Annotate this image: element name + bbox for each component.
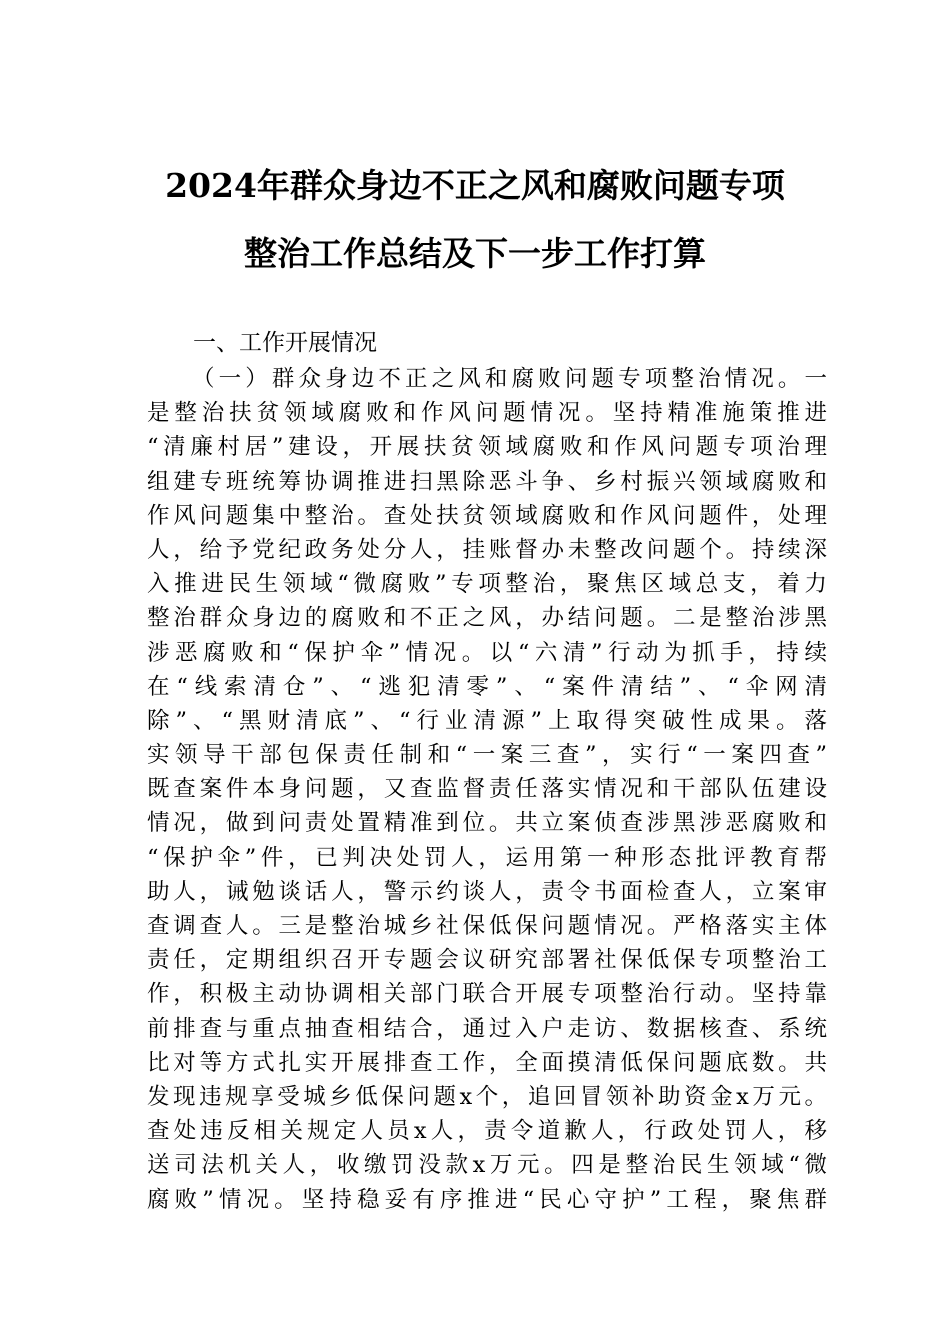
- body-line: “清廉村居”建设，开展扶贫领域腐败和作风问题专项治理: [147, 434, 827, 461]
- body-line: 前排查与重点抽查相结合，通过入户走访、数据核查、系统: [147, 1015, 827, 1042]
- body-line: 组建专班统筹协调推进扫黑除恶斗争、乡村振兴领域腐败和: [147, 468, 827, 495]
- body-line: 在“线索清仓”、“逃犯清零”、“案件清结”、“伞网清: [147, 673, 827, 700]
- body-line: “保护伞”件，已判决处罚人，运用第一种形态批评教育帮: [147, 844, 827, 871]
- body-line: 腐败”情况。坚持稳妥有序推进“民心守护”工程，聚焦群: [147, 1186, 827, 1213]
- document-title-line-1: 2024年群众身边不正之风和腐败问题专项: [165, 166, 785, 205]
- body-line: 发现违规享受城乡低保问题x个，追回冒领补助资金x万元。: [147, 1083, 827, 1110]
- body-line: 入推进民生领域“微腐败”专项整治，聚焦区域总支，着力: [147, 571, 827, 598]
- body-line: 既查案件本身问题，又查监督责任落实情况和干部队伍建设: [147, 776, 827, 803]
- body-text: [147, 362, 827, 1217]
- body-line: 助人，诫勉谈话人，警示约谈人，责令书面检查人，立案审: [147, 878, 827, 905]
- body-line: （一）群众身边不正之风和腐败问题专项整治情况。一: [192, 366, 827, 392]
- body-line: 查处违反相关规定人员x人，责令道歉人，行政处罚人，移: [147, 1118, 827, 1145]
- body-line: 实领导干部包保责任制和“一案三查”，实行“一案四查”: [147, 742, 827, 769]
- body-line: 整治群众身边的腐败和不正之风，办结问题。二是整治涉黑: [147, 605, 827, 632]
- body-line: 查调查人。三是整治城乡社保低保问题情况。严格落实主体: [147, 913, 827, 939]
- body-line: 作，积极主动协调相关部门联合开展专项整治行动。坚持靠: [147, 981, 827, 1008]
- body-line: 是整治扶贫领域腐败和作风问题情况。坚持精准施策推进: [147, 400, 827, 427]
- body-line: 人，给予党纪政务处分人，挂账督办未整改问题个。持续深: [147, 536, 827, 563]
- document-title-line-2: 整治工作总结及下一步工作打算: [244, 234, 706, 273]
- body-line: 除”、“黑财清底”、“行业清源”上取得突破性成果。落: [147, 707, 827, 734]
- body-line: 作风问题集中整治。查处扶贫领域腐败和作风问题件，处理: [147, 502, 827, 529]
- body-line: 比对等方式扎实开展排查工作，全面摸清低保问题底数。共: [147, 1049, 827, 1076]
- body-line: 送司法机关人，收缴罚没款x万元。四是整治民生领域“微: [147, 1152, 827, 1179]
- body-line: 责任，定期组织召开专题会议研究部署社保低保专项整治工: [147, 947, 827, 974]
- section-heading: 一、工作开展情况: [193, 330, 377, 356]
- body-line: 情况，做到问责处置精准到位。共立案侦查涉黑涉恶腐败和: [147, 810, 827, 837]
- body-line: 涉恶腐败和“保护伞”情况。以“六清”行动为抓手，持续: [147, 639, 827, 666]
